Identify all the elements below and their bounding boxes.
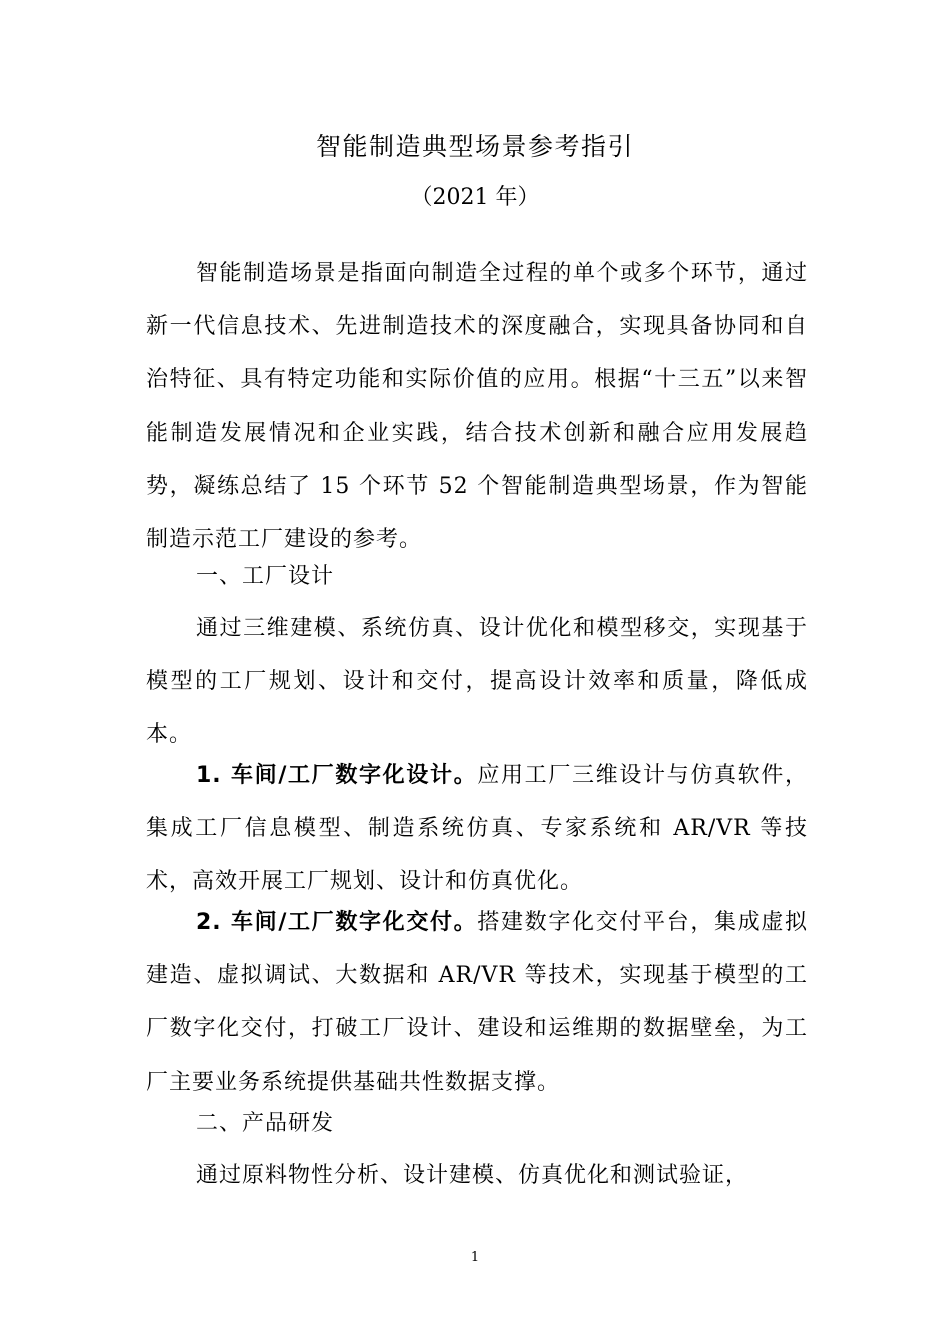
- list-item-lead: 1. 车间/工厂数字化设计。: [196, 763, 478, 788]
- section-heading-factory-design: 一、工厂设计: [196, 564, 335, 589]
- page-number: 1: [470, 1250, 480, 1265]
- list-item-digital-delivery: [146, 896, 808, 1109]
- document-title: 智能制造典型场景参考指引: [315, 132, 634, 161]
- list-item-text: 搭建数字化交付平台，集成虚拟建造、虚拟调试、大数据和 AR/VR 等技术，实现基于模型的工厂数字化交付，打破工厂设计、建设和运维期的数据壁垒，为工厂主要业务系统提供基础共性数据支撑。: [146, 910, 808, 1095]
- list-item-text: 应用工厂三维设计与仿真软件，集成工厂信息模型、制造系统仿真、专家系统和 AR/VR 等技术，高效开展工厂规划、设计和仿真优化。: [146, 763, 808, 895]
- section-heading-product-rd: 二、产品研发: [196, 1111, 335, 1136]
- section-description-product-rd: 通过原料物性分析、设计建模、仿真优化和测试验证，: [196, 1163, 749, 1188]
- intro-paragraph: 智能制造场景是指面向制造全过程的单个或多个环节，通过新一代信息技术、先进制造技术的深度融合，实现具备协同和自治特征、具有特定功能和实际价值的应用。根据“十三五”以来智能制造发展情况和企业实践，结合技术创新和融合应用发展趋势，凝练总结了 15 个环节 52 个智能制造典型场景，作为智能制造示范工厂建设的参考。: [146, 261, 808, 553]
- list-item-lead: 2. 车间/工厂数字化交付。: [196, 910, 478, 935]
- list-item-digital-design: [146, 749, 808, 909]
- document-subtitle: （2021 年）: [410, 185, 540, 210]
- section-description-factory-design: 通过三维建模、系统仿真、设计优化和模型移交，实现基于模型的工厂规划、设计和交付，提高设计效率和质量，降低成本。: [146, 616, 808, 748]
